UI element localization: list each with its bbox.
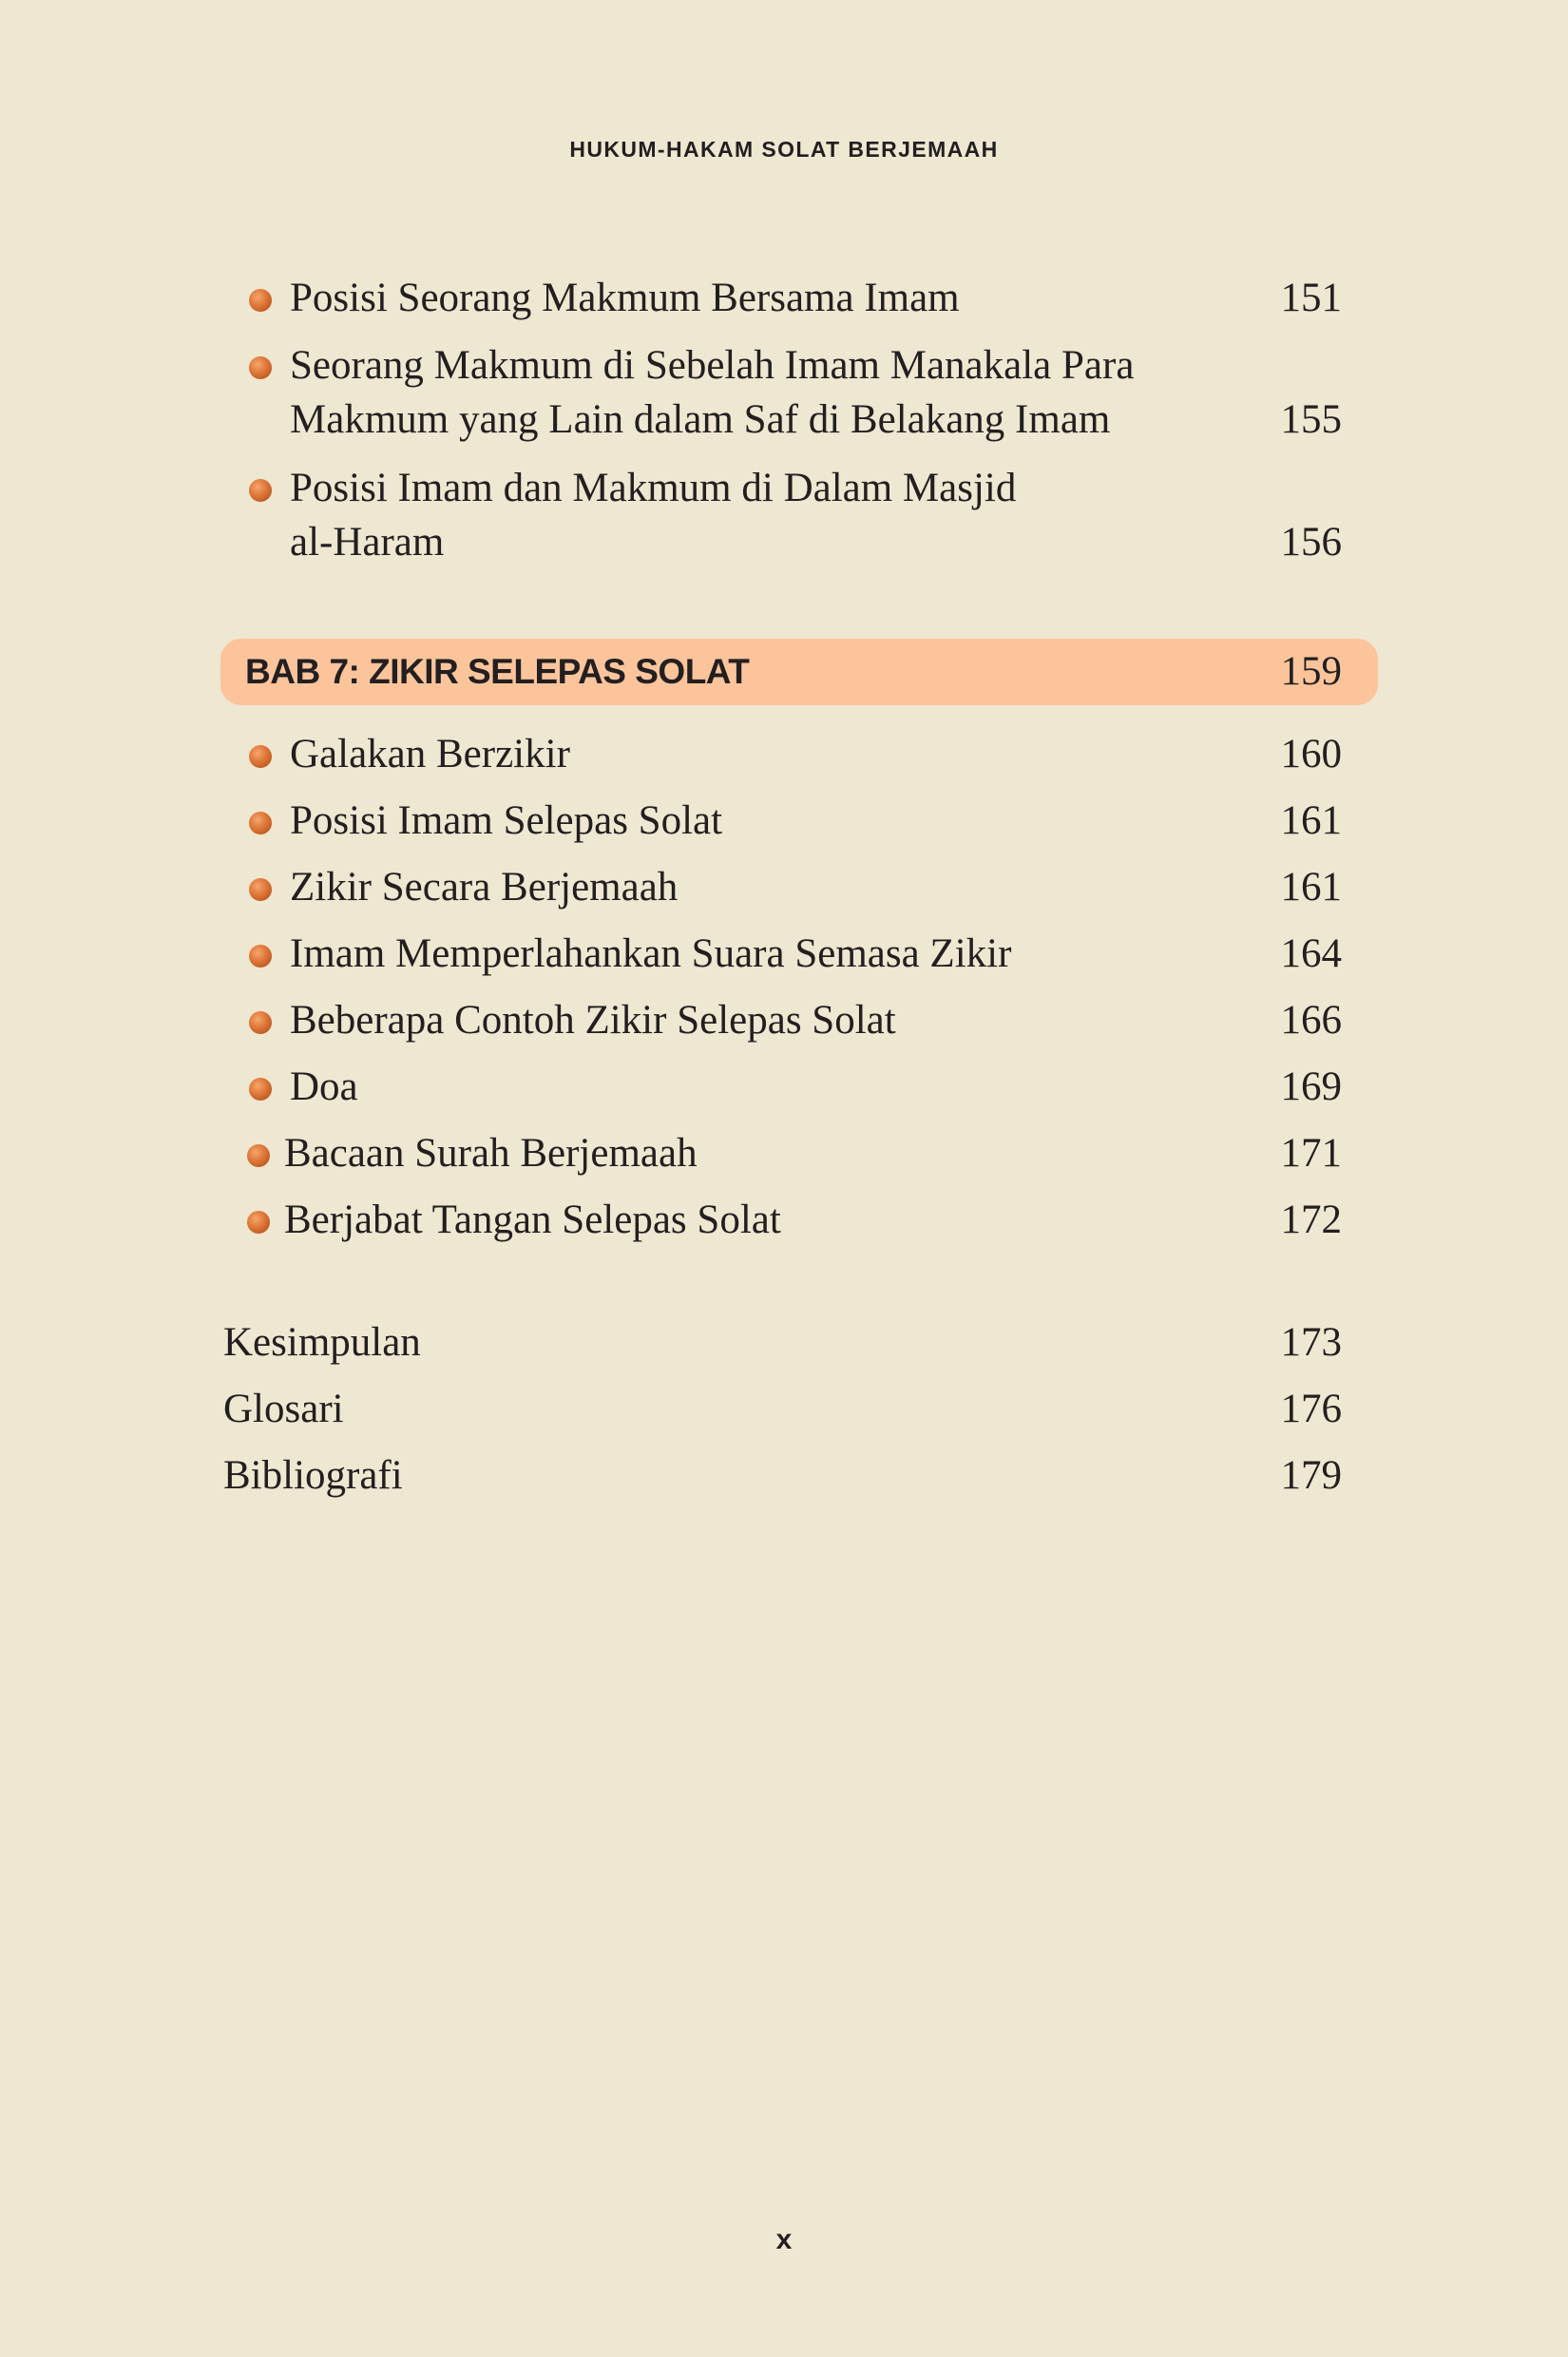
toc-entry[interactable] (247, 461, 1342, 569)
page-number: 160 (1280, 732, 1342, 776)
page-number: 172 (1280, 1198, 1342, 1242)
bullet-icon (249, 356, 272, 379)
entry-title: Zikir Secara Berjemaah (290, 865, 679, 910)
page-number: 151 (1280, 276, 1342, 320)
bullet-icon (249, 878, 272, 901)
bullet-icon (247, 1144, 270, 1167)
entry-title-line-1: Posisi Imam dan Makmum di Dalam Masjid (290, 466, 1017, 510)
bullet-icon (249, 745, 272, 768)
page-number: 161 (1280, 798, 1342, 843)
endmatter-entry[interactable] (223, 1448, 1342, 1503)
entry-title: Kesimpulan (223, 1320, 421, 1365)
page-number: 173 (1280, 1320, 1342, 1365)
entry-title-line-1: Seorang Makmum di Sebelah Imam Manakala Para (290, 343, 1135, 388)
entry-title: Beberapa Contoh Zikir Selepas Solat (290, 998, 896, 1043)
bullet-icon (249, 945, 272, 968)
entry-title: Doa (290, 1064, 358, 1109)
page-number: 161 (1280, 865, 1342, 910)
page-number: 171 (1280, 1131, 1342, 1176)
entry-title-line-2: Makmum yang Lain dalam Saf di Belakang Imam (290, 397, 1111, 442)
toc-entry[interactable] (247, 1126, 1342, 1180)
bullet-icon (249, 812, 272, 834)
entry-title: Posisi Seorang Makmum Bersama Imam (290, 276, 960, 320)
entry-title: Galakan Berzikir (290, 732, 570, 776)
endmatter-entry[interactable] (223, 1315, 1342, 1370)
page-number: 166 (1280, 998, 1342, 1043)
toc-entry[interactable] (247, 993, 1342, 1047)
bullet-icon (249, 1011, 272, 1034)
page-number: 156 (1280, 520, 1342, 565)
entry-title: Berjabat Tangan Selepas Solat (284, 1198, 781, 1242)
page-number: 155 (1280, 397, 1342, 442)
toc-entry[interactable] (247, 860, 1342, 914)
chapter-title: BAB 7: ZIKIR SELEPAS SOLAT (245, 652, 750, 691)
entry-title: Bibliografi (223, 1453, 403, 1498)
toc-entry[interactable] (247, 1193, 1342, 1247)
toc-entry[interactable] (247, 271, 1342, 325)
toc-entry[interactable] (247, 927, 1342, 981)
page-number: 176 (1280, 1387, 1342, 1431)
footer-page-number: x (775, 2224, 793, 2255)
toc-entry[interactable] (247, 1060, 1342, 1114)
entry-title: Imam Memperlahankan Suara Semasa Zikir (290, 931, 1012, 976)
page-number: 169 (1280, 1064, 1342, 1109)
chapter-heading[interactable] (220, 639, 1378, 705)
entry-title-line-2: al-Haram (290, 520, 445, 565)
bullet-icon (249, 289, 272, 312)
toc-entry[interactable] (247, 338, 1342, 447)
page-number: 179 (1280, 1453, 1342, 1498)
bullet-icon (249, 479, 272, 502)
entry-title: Posisi Imam Selepas Solat (290, 798, 723, 843)
page-number: 164 (1280, 931, 1342, 976)
running-header: HUKUM-HAKAM SOLAT BERJEMAAH (569, 137, 999, 162)
bullet-icon (249, 1078, 272, 1101)
chapter-page-number: 159 (1280, 649, 1342, 694)
entry-title: Glosari (223, 1387, 344, 1431)
entry-title: Bacaan Surah Berjemaah (284, 1131, 698, 1176)
toc-entry[interactable] (247, 794, 1342, 848)
endmatter-entry[interactable] (223, 1382, 1342, 1436)
bullet-icon (247, 1211, 270, 1234)
toc-entry[interactable] (247, 727, 1342, 781)
